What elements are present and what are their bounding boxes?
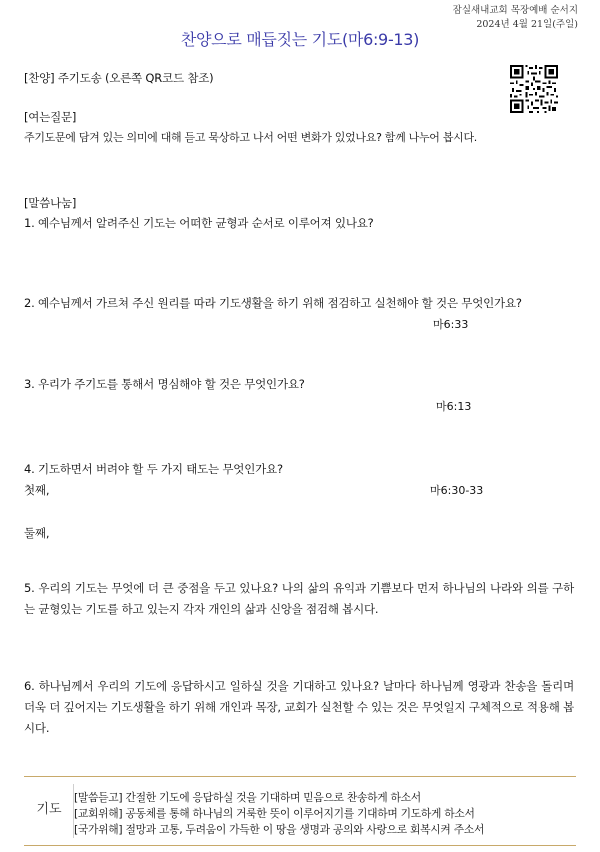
prayer-item-nation: [국가위해] 절망과 고통, 두려움이 가득한 이 땅을 생명과 공의와 사랑으로 회복시켜 주소서 [74, 823, 485, 836]
opening-question-text: 주기도문에 담겨 있는 의미에 대해 듣고 묵상하고 나서 어떤 변화가 있었나요? 함께 나누어 봅시다. [24, 131, 478, 144]
sharing-label: [말씀나눔] [24, 196, 77, 210]
question-4-second: 둘째, [24, 526, 50, 540]
question-4-first: 첫째, [24, 483, 50, 497]
header-date-line: 2024년 4월 21일(주일) [476, 19, 578, 30]
question-3-reference: 마6:13 [436, 400, 472, 413]
question-2-reference: 마6:33 [433, 318, 469, 331]
praise-label: [찬양] 주기도송 (오른쪽 QR코드 참조) [24, 71, 214, 85]
prayer-item-church: [교회위해] 공동체를 통해 하나님의 거룩한 뜻이 이루어지기를 기대하며 기도하게 하소서 [74, 807, 475, 820]
question-2: 2. 예수님께서 가르쳐 주신 원리를 따라 기도생활을 하기 위해 점검하고 실천해야 할 것은 무엇인가요? [24, 296, 522, 310]
question-4-reference: 마6:30-33 [430, 484, 484, 497]
opening-question-label: [여는질문] [24, 110, 77, 124]
question-1: 1. 예수님께서 알려주신 기도는 어떠한 균형과 순서로 이루어져 있나요? [24, 216, 374, 230]
question-5: 5. 우리의 기도는 무엇에 더 큰 중점을 두고 있나요? 나의 삶의 유익과 기쁨보다 먼저 하나님의 나라와 의를 구하는 균형있는 기도를 하고 있는지 각자 개인의 삶과 신앙을 점검해 봅시다. [24, 581, 574, 616]
question-6: 6. 하나님께서 우리의 기도에 응답하시고 일하실 것을 기대하고 있나요? 날마다 하나님께 영광과 찬송을 돌리며 더욱 더 깊어지는 기도생활을 하기 위해 개인과 목장, 교회가 실천할 수 있는 것은 무엇일지 구체적으로 적용해 봅시다. [24, 679, 574, 735]
question-4: 4. 기도하면서 버려야 할 두 가지 태도는 무엇인가요? [24, 462, 283, 476]
prayer-item-sermon: [말씀듣고] 간절한 기도에 응답하실 것을 기대하며 믿음으로 찬송하게 하소서 [74, 791, 421, 804]
question-3: 3. 우리가 주기도를 통해서 명심해야 할 것은 무엇인가요? [24, 377, 305, 391]
page-title: 찬양으로 매듭짓는 기도(마6:9-13) [180, 30, 420, 49]
header-church-line: 잠실새내교회 목장예배 순서지 [452, 5, 578, 16]
qr-code-icon[interactable] [510, 65, 558, 113]
prayer-label: 기도 [36, 802, 62, 817]
